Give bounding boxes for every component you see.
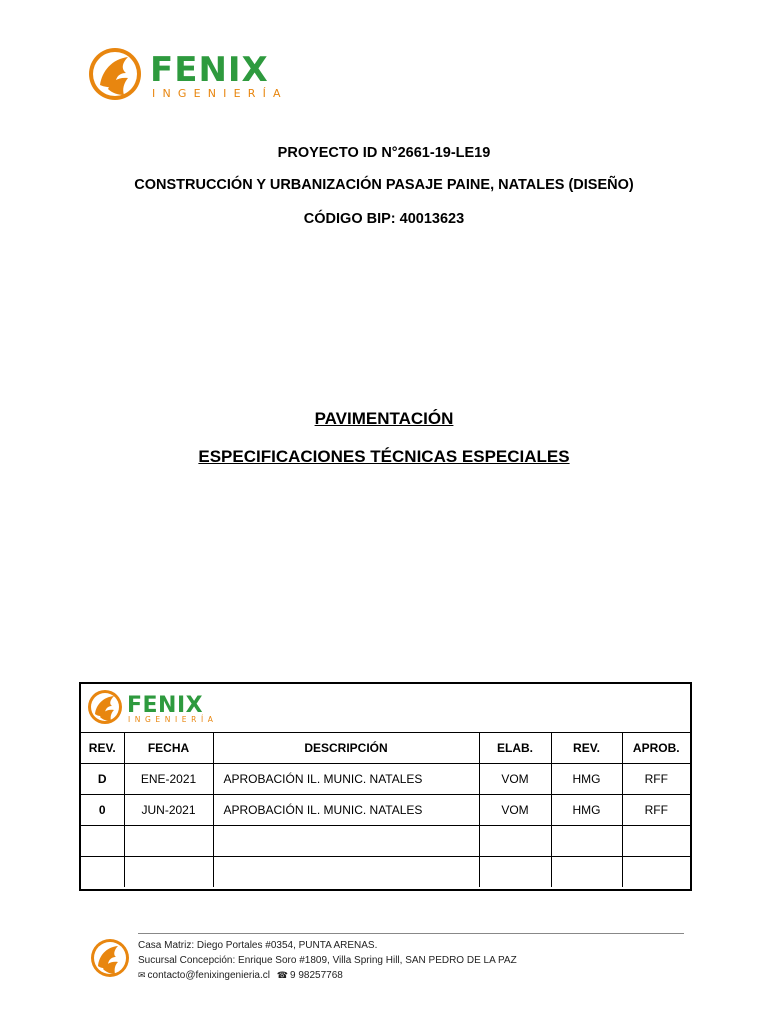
cell-descripcion [213, 826, 479, 857]
email-icon: ✉ [138, 970, 146, 980]
cell-aprob [622, 857, 690, 888]
cell-elab: VOM [479, 764, 551, 795]
revision-grid [81, 733, 690, 887]
cell-elab [479, 857, 551, 888]
table-row [81, 857, 690, 888]
cell-rev [81, 857, 124, 888]
footer-phone: 9 98257768 [290, 970, 343, 981]
cell-elab [479, 826, 551, 857]
cell-aprob [622, 826, 690, 857]
cell-rev: D [81, 764, 124, 795]
cell-fecha [124, 826, 213, 857]
document-title: PAVIMENTACIÓN [314, 409, 454, 428]
cell-revisor [551, 826, 622, 857]
revision-table-logo-row [81, 684, 690, 733]
cell-revisor: HMG [551, 764, 622, 795]
brand-subtitle: INGENIERÍA [152, 87, 288, 100]
bip-code: CÓDIGO BIP: 40013623 [303, 211, 465, 227]
cell-descripcion: APROBACIÓN IL. MUNIC. NATALES [213, 795, 479, 826]
cell-aprob: RFF [622, 795, 690, 826]
footer-contact-line [138, 968, 517, 983]
col-revisor: REV. [551, 733, 622, 764]
cell-descripcion: APROBACIÓN IL. MUNIC. NATALES [213, 764, 479, 795]
footer-address-branch: Sucursal Concepción: Enrique Soro #1809, Villa Spring Hill, SAN PEDRO DE LA PAZ [138, 955, 517, 966]
project-name: CONSTRUCCIÓN Y URBANIZACIÓN PASAJE PAINE, NATALES (DISEÑO) [134, 177, 634, 193]
cell-aprob: RFF [622, 764, 690, 795]
table-row [81, 826, 690, 857]
fenix-logo-small [87, 688, 237, 726]
col-rev: REV. [81, 733, 124, 764]
footer-email[interactable]: contacto@fenixingenieria.cl [147, 970, 270, 981]
table-row [81, 795, 690, 826]
cell-fecha: ENE-2021 [124, 764, 213, 795]
brand-subtitle-small: INGENIERÍA [128, 715, 218, 724]
brand-name-small: FENIX [127, 693, 204, 718]
fenix-logo [88, 45, 318, 103]
table-row [81, 764, 690, 795]
cell-revisor: HMG [551, 795, 622, 826]
cell-revisor [551, 857, 622, 888]
project-id: PROYECTO ID N°2661-19-LE19 [277, 145, 491, 161]
footer-contact [138, 938, 517, 983]
cell-fecha [124, 857, 213, 888]
fenix-footer-logo [88, 937, 132, 979]
col-fecha: FECHA [124, 733, 213, 764]
col-elab: ELAB. [479, 733, 551, 764]
footer-address-main: Casa Matriz: Diego Portales #0354, PUNTA ARENAS. [138, 940, 378, 951]
col-aprob: APROB. [622, 733, 690, 764]
table-header-row [81, 733, 690, 764]
document-subtitle: ESPECIFICACIONES TÉCNICAS ESPECIALES [198, 447, 570, 466]
cell-elab: VOM [479, 795, 551, 826]
cell-rev [81, 826, 124, 857]
footer-divider [138, 933, 684, 934]
cell-descripcion [213, 857, 479, 888]
revision-table [79, 682, 692, 891]
col-descripcion: DESCRIPCIÓN [213, 733, 479, 764]
cell-rev: 0 [81, 795, 124, 826]
cell-fecha: JUN-2021 [124, 795, 213, 826]
brand-name: FENIX [150, 50, 269, 90]
phone-icon: ☎ [276, 970, 288, 980]
